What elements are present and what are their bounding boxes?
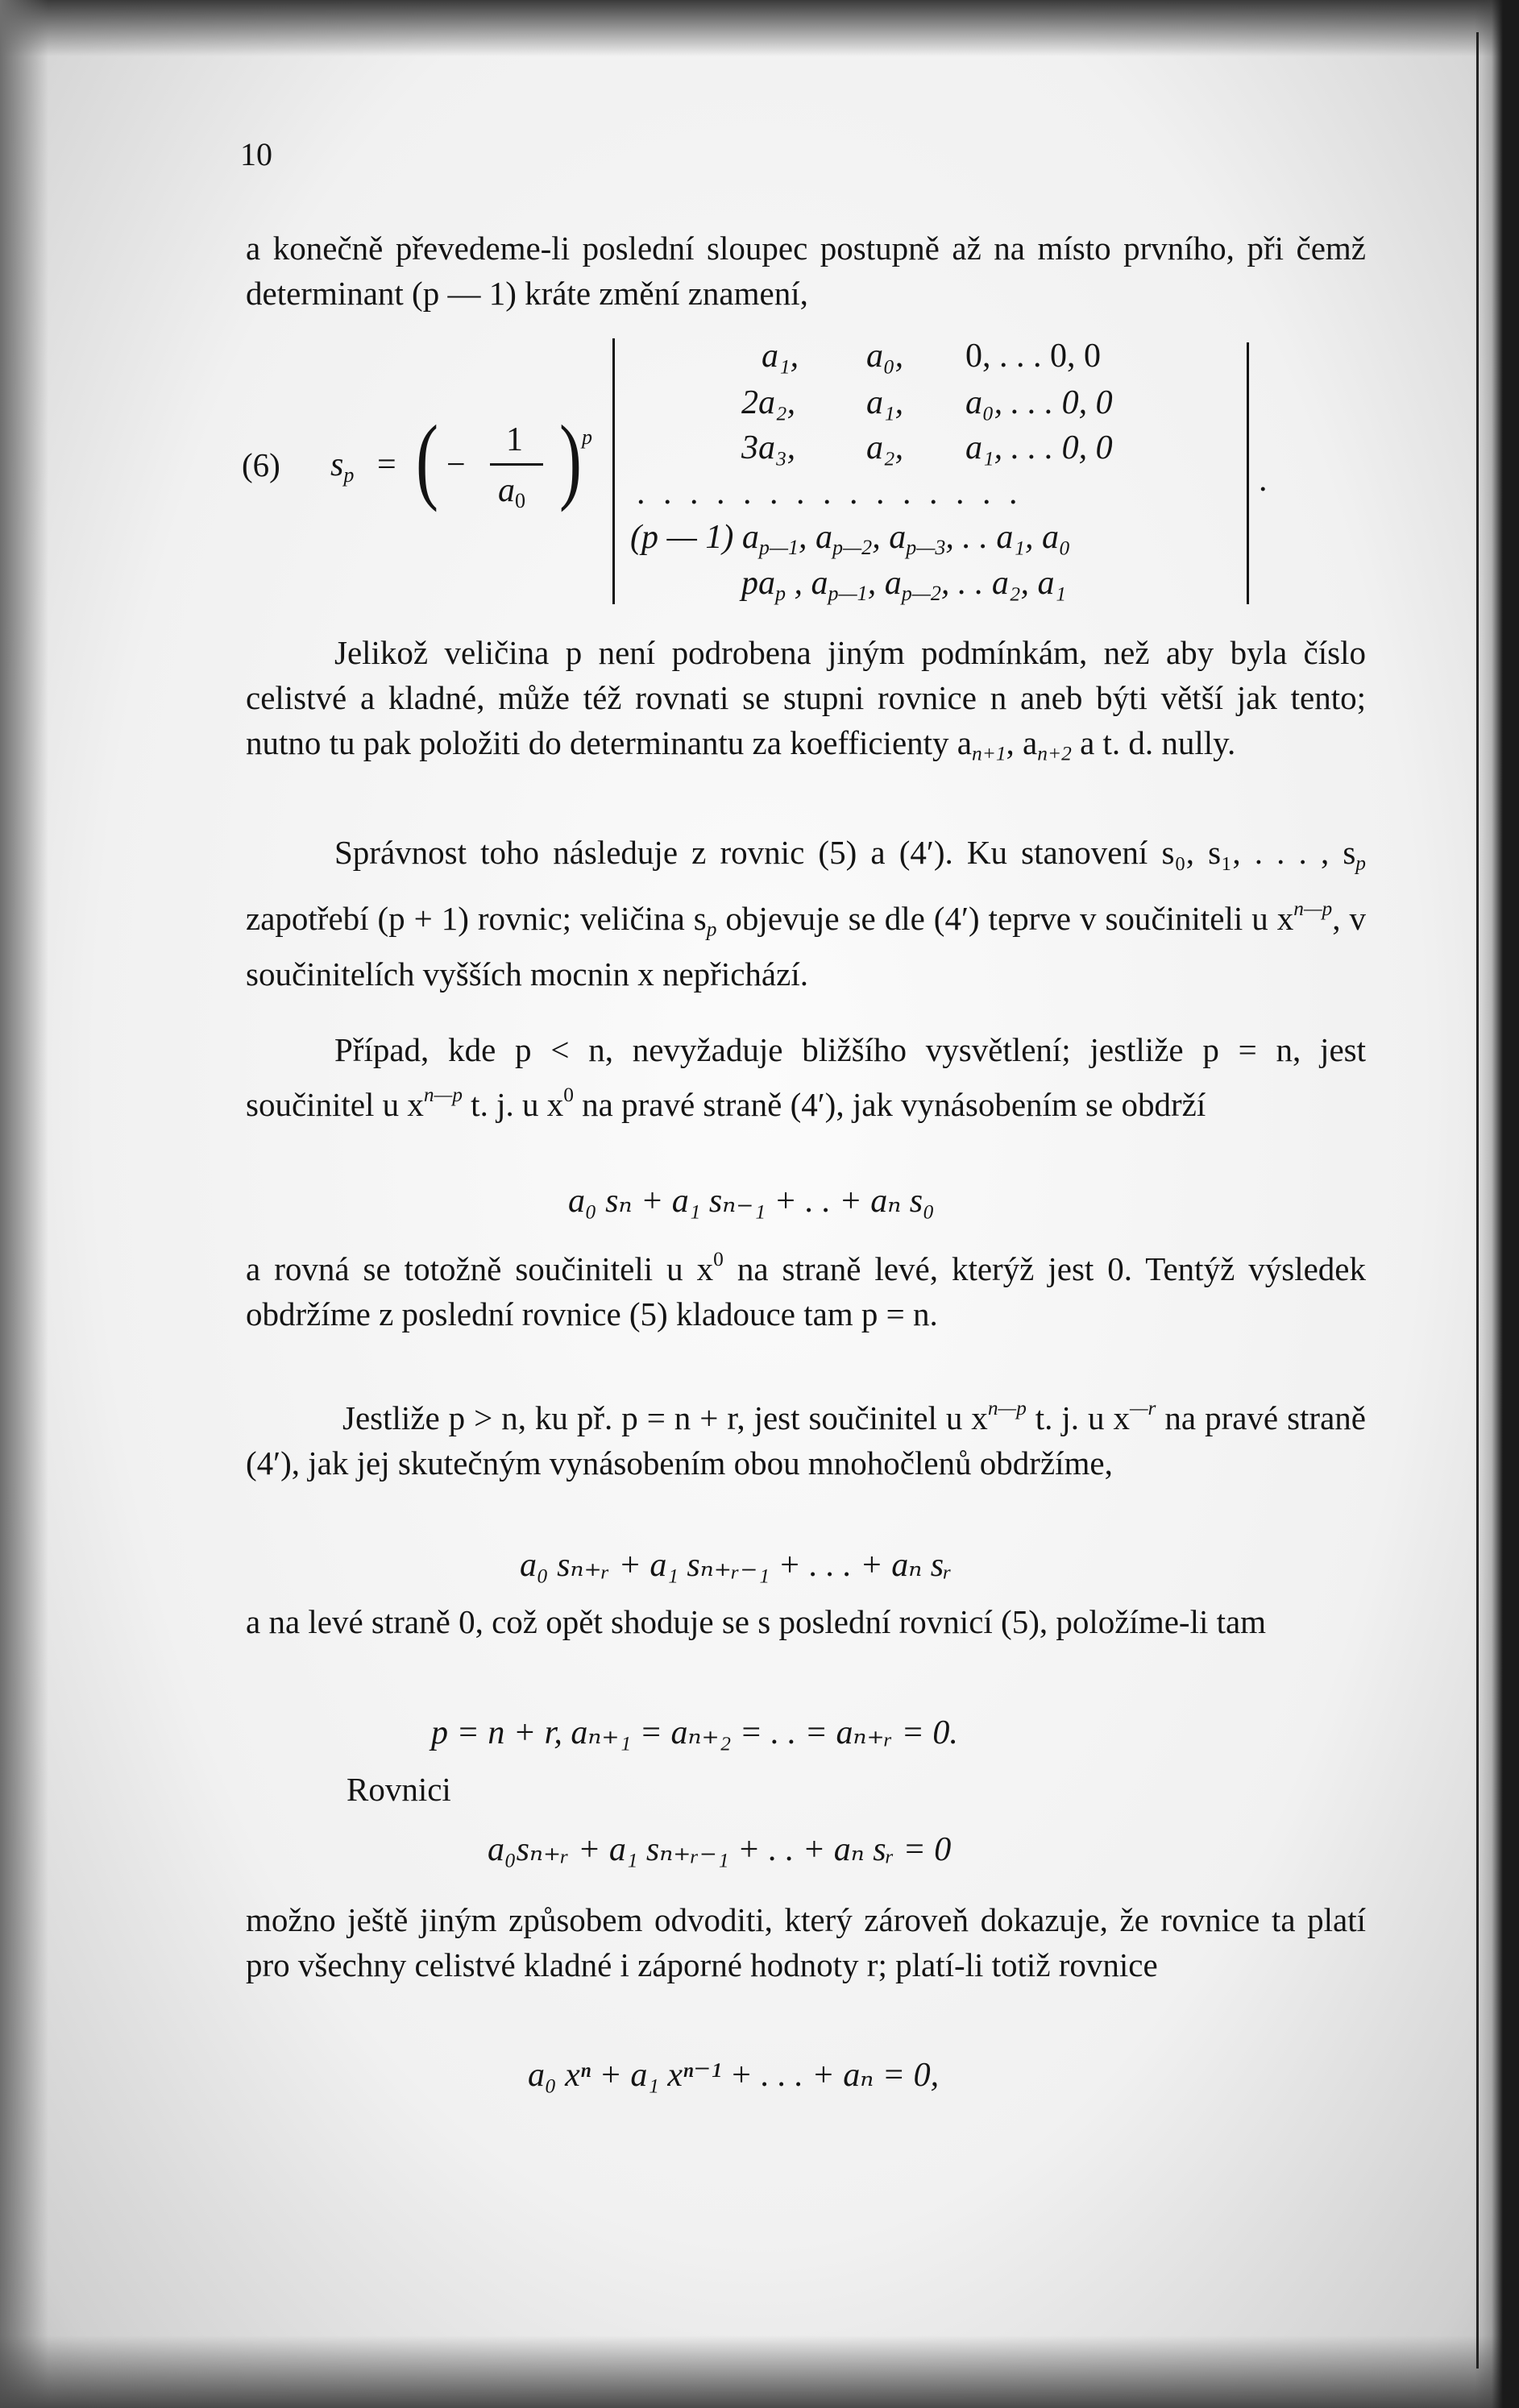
eq6-end-dot: . [1259,462,1268,499]
eq6-equals: = [377,446,396,483]
p1-mid: , a [1006,724,1038,761]
eq6-frac-den-sub: 0 [515,488,526,512]
p5-sup2: —r [1129,1397,1156,1420]
det-row-3-col-2: a₂, [866,429,904,466]
eq6-right-paren: ) [558,405,582,512]
det-row-1-col-3: 0, . . . 0, 0 [965,338,1101,375]
p1-sub2: n+2 [1037,742,1072,765]
det-row-6-c: , a [867,565,902,602]
paragraph-8: možno ještě jiným způsobem odvoditi, který zároveň dokazuje, že rovnice ta platí pro všechny celistvé kladné i záporné hodnoty r; platí-li totiž rovnice [246,1901,1366,1983]
p3-sup2: 0 [563,1084,574,1106]
p1-text: Jelikož veličina p není podrobena jiným podmínkám, než aby byla číslo celistvé a kladné, může též rovnati se stupni rovnice n aneb býti větší jak tento; nutno tu pak položiti do determinantu za koefficienty a [246,634,1366,761]
scan-shadow-top [0,0,1519,56]
scan-shadow-left [0,0,48,2408]
determinant-right-bar [1247,342,1249,604]
p5-c: na pravé straně (4′), jak jej skutečným vynásobením obou mnohočlenů obdržíme, [246,1399,1366,1482]
eq6-lhs-s: s [330,446,344,483]
det-row-1-col-2: a₀, [866,338,904,375]
det-row-4-dots: . . . . . . . . . . . . . . . [637,475,1023,512]
p3-text: Případ, kde p < n, nevyžaduje bližšího vysvětlení; jestliže p = n, jest součinitel u x [246,1031,1366,1123]
scan-shadow-bottom [0,2335,1519,2408]
paragraph-6: a na levé straně 0, což opět shoduje se s poslední rovnicí (5), položíme-li tam [246,1603,1267,1640]
det-row-5-sub3: p—3 [906,535,946,559]
eq6-left-paren: ( [415,405,438,512]
equation-a: a₀ sₙ + a₁ sₙ₋₁ + . . + aₙ s₀ [568,1183,935,1220]
equation-c: p = n + r, aₙ₊₁ = aₙ₊₂ = . . = aₙ₊ᵣ = 0. [431,1714,958,1751]
p3-b: t. j. u x [462,1085,564,1123]
eq6-frac-num: 1 [506,421,523,458]
paragraph-3 [246,1027,1366,1127]
det-row-2-col-1: 2a₂, [741,384,796,421]
eq6-minus: − [446,446,466,483]
eq6-lhs-sub: p [343,462,355,487]
eq6-label: (6) [242,446,280,483]
p2-b: zapotřebí (p + 1) rovnic; veličina s [246,899,707,937]
p2-text: Správnost toho následuje z rovnic (5) a (4′). Ku stanovení s₀, s₁, . . . , s [334,834,1356,871]
det-row-6-d: , . . a₂, a₁ [940,565,1067,602]
eq6-frac-den-a: a [498,472,515,509]
paragraph-2 [246,830,1366,997]
det-row-6-sub1: p [775,581,786,605]
p3-c: na pravé straně (4′), jak vynásobením se obdrží [573,1085,1206,1123]
eq6-lhs [330,446,354,487]
det-row-5-sub1: p—1 [758,535,799,559]
eq6-power: p [582,425,592,449]
det-row-5 [630,518,1071,560]
p2-sub: p [1355,852,1366,875]
p2-sub2: p [706,918,717,941]
p4-sup: 0 [713,1248,724,1270]
paragraph-5 [246,1386,1366,1486]
det-row-5-a: (p — 1) a [630,519,759,556]
p2-d: , v součinitelích vyšších mocnin x nepřichází. [246,899,1366,993]
p2-sup: n—p [1293,897,1333,920]
det-row-5-sub2: p—2 [832,535,873,559]
det-row-5-d: , . . a₁, a₀ [945,519,1071,556]
scan-shadow-right [1475,0,1519,2408]
eq6-frac-den [498,471,525,513]
det-row-6 [741,564,1066,606]
equation-e: a₀ xⁿ + a₁ xⁿ⁻¹ + . . . + aₙ = 0, [528,2057,940,2094]
det-row-2-col-3: a₀, . . . 0, 0 [965,384,1113,421]
p1-sub1: n+1 [971,742,1006,765]
det-row-5-b: , a [799,519,833,556]
p3-sup: n—p [423,1084,463,1106]
det-row-3-col-1: 3a₃, [741,429,796,466]
p1-end: a t. d. nully. [1071,724,1236,761]
paragraph-7: Rovnici [347,1771,451,1808]
p4-text: a rovná se totožně součiniteli u x [246,1250,714,1287]
det-row-5-c: , a [872,519,907,556]
p5-text: Jestliže p > n, ku př. p = n + r, jest součinitel u x [342,1399,988,1436]
page-edge-line [1476,32,1479,2369]
page-number: 10 [240,136,272,172]
det-row-2-col-2: a₁, [866,384,904,421]
determinant-left-bar [612,338,615,604]
det-row-6-b: , a [786,565,828,602]
eq6-frac-bar [490,463,543,466]
det-row-6-a: pa [741,565,775,602]
paragraph-1 [246,630,1366,777]
p2-c: objevuje se dle (4′) teprve v součiniteli u x [716,899,1294,937]
det-row-6-sub3: p—2 [901,581,941,605]
det-row-3-col-3: a₁, . . . 0, 0 [965,429,1113,466]
p4-b: na straně levé, kterýž jest 0. Tentýž výsledek obdržíme z poslední rovnice (5) kladouce tam p = n. [246,1250,1366,1332]
equation-b: a₀ sₙ₊ᵣ + a₁ sₙ₊ᵣ₋₁ + . . . + aₙ sᵣ [520,1547,952,1584]
equation-d: a₀sₙ₊ᵣ + a₁ sₙ₊ᵣ₋₁ + . . + aₙ sᵣ = 0 [488,1831,952,1868]
p5-b: t. j. u x [1026,1399,1130,1436]
intro-paragraph: a konečně převedeme-li poslední sloupec postupně až na místo prvního, při čemž determinant (p — 1) kráte změní znamení, [246,230,1366,312]
det-row-1-col-1: a₁, [762,338,799,375]
p5-sup: n—p [987,1397,1027,1420]
paragraph-4 [246,1237,1366,1337]
det-row-6-sub2: p—1 [828,581,868,605]
